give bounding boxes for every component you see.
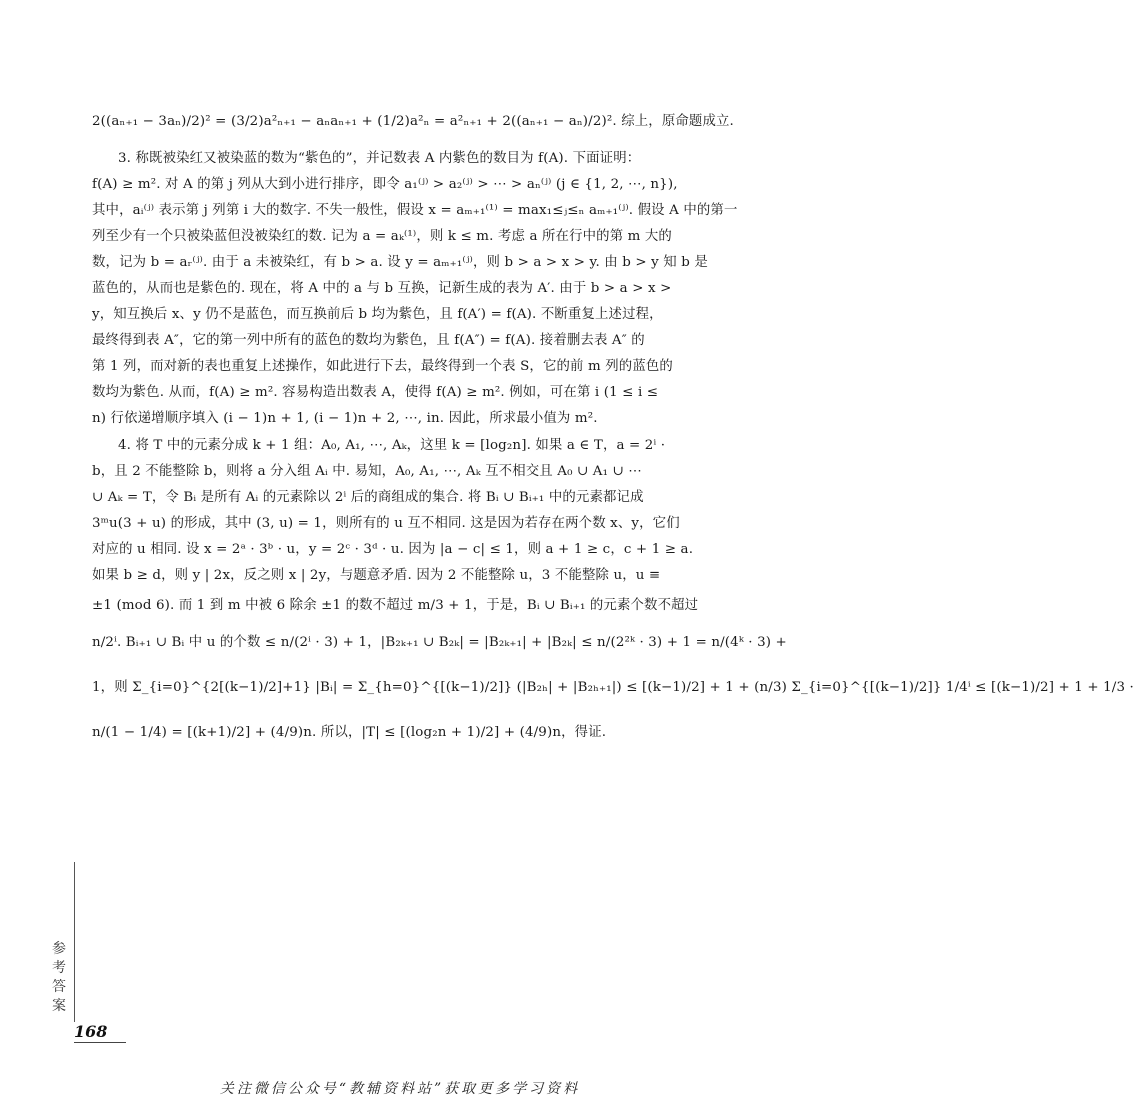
text-line: 最终得到表 A″，它的第一列中所有的蓝色的数均为紫色，且 f(A″) = f(A). 接着删去表 A″ 的 xyxy=(92,333,645,348)
text-line: 蓝色的，从而也是紫色的. 现在，将 A 中的 a 与 b 互换，记新生成的表为 A′. 由于 b > a > x > xyxy=(92,281,672,296)
text-line: 3ᵐu(3 + u) 的形成，其中 (3, u) = 1，则所有的 u 互不相同. 这是因为若存在两个数 x、y，它们 xyxy=(92,516,680,531)
page-number-underline xyxy=(74,1042,126,1043)
sidebar-divider xyxy=(74,862,75,1022)
text-line: n/(1 − 1/4) = [(k+1)/2] + (4/9)n. 所以，|T| ≤ [(log₂n + 1)/2] + (4/9)n，得证. xyxy=(92,725,607,740)
text-line: 4. 将 T 中的元素分成 k + 1 组：A₀, A₁, ⋯, Aₖ，这里 k = [log₂n]. 如果 a ∈ T，a = 2ⁱ · xyxy=(118,438,666,453)
text-line: 第 1 列，而对新的表也重复上述操作，如此进行下去，最终得到一个表 S，它的前 m 列的蓝色的 xyxy=(92,359,673,374)
text-line: ∪ Aₖ = T，令 Bᵢ 是所有 Aᵢ 的元素除以 2ⁱ 后的商组成的集合. 将 Bᵢ ∪ Bᵢ₊₁ 中的元素都记成 xyxy=(92,490,644,505)
text-line: ±1 (mod 6). 而 1 到 m 中被 6 除余 ±1 的数不超过 m/3 + 1，于是，Bᵢ ∪ Bᵢ₊₁ 的元素个数不超过 xyxy=(92,598,699,613)
text-line: 1，则 Σ_{i=0}^{2[(k−1)/2]+1} |Bᵢ| = Σ_{h=0}^{[(k−1)/2]} (|B₂ₕ| + |B₂ₕ₊₁|) ≤ [(k−1)/2] + 1 + (n/3) Σ_{i=0}^{[(k−1)/2]} 1/4ⁱ ≤ [(k−1)/2] + 1 + 1/3 · xyxy=(92,680,1134,695)
text-line: 2((aₙ₊₁ − 3aₙ)/2)² = (3/2)a²ₙ₊₁ − aₙaₙ₊₁ + (1/2)a²ₙ = a²ₙ₊₁ + 2((aₙ₊₁ − aₙ)/2)². 综上，原命题成立. xyxy=(92,114,734,129)
text-line: n) 行依递增顺序填入 (i − 1)n + 1, (i − 1)n + 2, ⋯, in. 因此，所求最小值为 m². xyxy=(92,411,598,426)
text-line: 其中，aᵢ⁽ʲ⁾ 表示第 j 列第 i 大的数字. 不失一般性，假设 x = aₘ₊₁⁽¹⁾ = max₁≤ⱼ≤ₙ aₘ₊₁⁽ʲ⁾. 假设 A 中的第一 xyxy=(92,203,738,218)
text-line: b，且 2 不能整除 b，则将 a 分入组 Aᵢ 中. 易知，A₀, A₁, ⋯, Aₖ 互不相交且 A₀ ∪ A₁ ∪ ⋯ xyxy=(92,464,642,479)
text-line: n/2ⁱ. Bᵢ₊₁ ∪ Bᵢ 中 u 的个数 ≤ n/(2ⁱ · 3) + 1，|B₂ₖ₊₁ ∪ B₂ₖ| = |B₂ₖ₊₁| + |B₂ₖ| ≤ n/(2²ᵏ · 3) + 1 = n/(4ᵏ · 3) + xyxy=(92,635,787,650)
footer-watermark-text: 关注微信公众号“教辅资料站”获取更多学习资料 xyxy=(219,1081,581,1097)
text-line: 3. 称既被染红又被染蓝的数为“紫色的”，并记数表 A 内紫色的数目为 f(A). 下面证明： xyxy=(118,151,641,166)
text-line: 数均为紫色. 从而，f(A) ≥ m². 容易构造出数表 A，使得 f(A) ≥ m². 例如，可在第 i (1 ≤ i ≤ xyxy=(92,385,659,400)
text-line: 数，记为 b = aᵣ⁽ʲ⁾. 由于 a 未被染红，有 b > a. 设 y = aₘ₊₁⁽ʲ⁾，则 b > a > x > y. 由 b > y 知 b 是 xyxy=(92,255,708,270)
text-line: 列至少有一个只被染蓝但没被染红的数. 记为 a = aₖ⁽¹⁾，则 k ≤ m. 考虑 a 所在行中的第 m 大的 xyxy=(92,229,672,244)
page-number: 168 xyxy=(74,1022,108,1041)
text-line: 如果 b ≥ d，则 y | 2x，反之则 x | 2y，与题意矛盾. 因为 2 不能整除 u，3 不能整除 u，u ≡ xyxy=(92,568,661,583)
text-line: f(A) ≥ m². 对 A 的第 j 列从大到小进行排序，即令 a₁⁽ʲ⁾ > a₂⁽ʲ⁾ > ⋯ > aₙ⁽ʲ⁾ (j ∈ {1, 2, ⋯, n}), xyxy=(92,177,678,192)
text-line: 对应的 u 相同. 设 x = 2ᵃ · 3ᵇ · u，y = 2ᶜ · 3ᵈ · u. 因为 |a − c| ≤ 1，则 a + 1 ≥ c，c + 1 ≥ a. xyxy=(92,542,694,557)
text-line: y，知互换后 x、y 仍不是蓝色，而互换前后 b 均为紫色，且 f(A′) = f(A). 不断重复上述过程， xyxy=(92,307,663,322)
section-label: 参考答案 xyxy=(52,941,66,1014)
